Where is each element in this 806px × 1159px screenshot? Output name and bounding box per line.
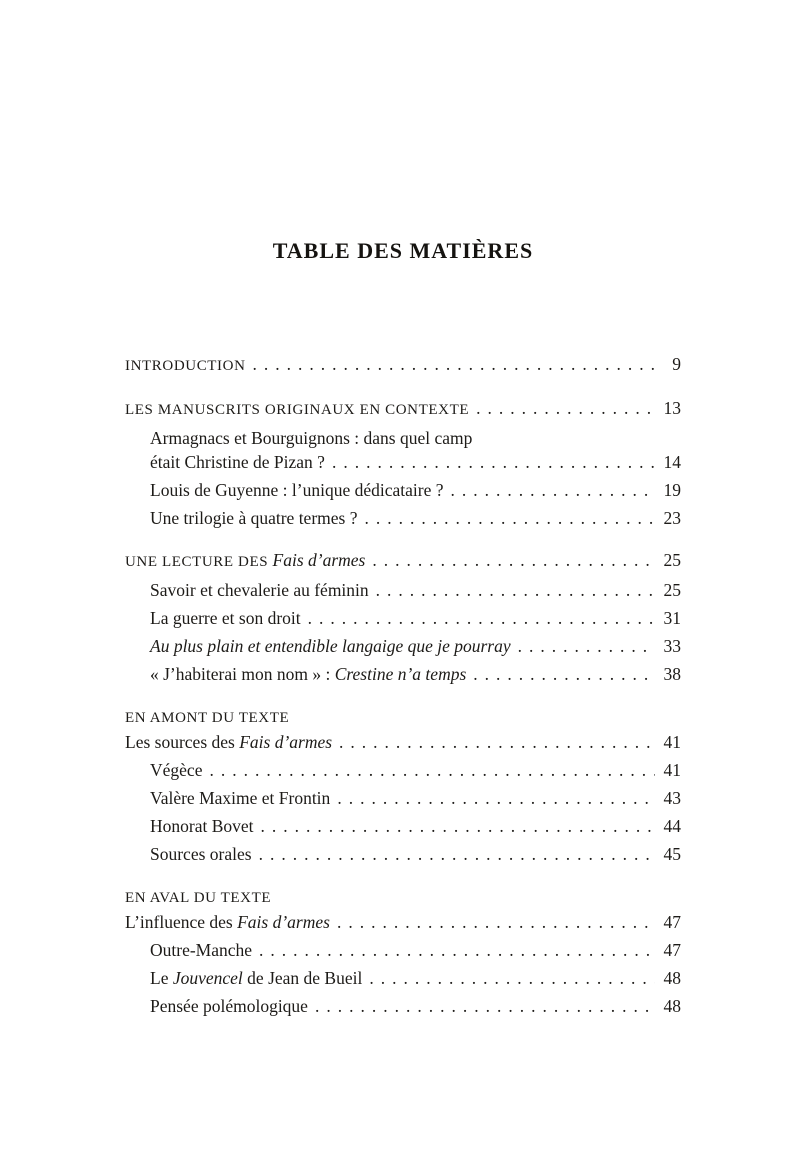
dot-leader [252, 840, 655, 868]
toc-entry [125, 908, 681, 936]
page-number: 47 [663, 912, 681, 932]
dot-leader [254, 812, 655, 840]
entry-text-segment: Jouvencel [172, 968, 243, 988]
entry-text-segment: Pensée polémologique [150, 996, 308, 1016]
entry-text-segment: Outre-Manche [150, 940, 253, 960]
toc-entry [125, 448, 681, 476]
page-number: 48 [663, 968, 681, 988]
entry-text-segment: Armagnacs et Bourguignons : dans quel camp [150, 428, 473, 448]
toc-entry [125, 728, 681, 756]
page-number: 45 [663, 844, 681, 864]
dot-leader [308, 992, 655, 1020]
entry-text [125, 728, 332, 756]
toc-entry [125, 576, 681, 604]
dot-leader [325, 448, 655, 476]
entry-text [150, 756, 202, 784]
entry-text-segment: Fais d’armes [239, 732, 333, 752]
page-number: 41 [663, 760, 681, 780]
entry-text-segment: Le [150, 968, 173, 988]
page-number: 47 [663, 940, 681, 960]
entry-text [125, 546, 365, 576]
entry-text-segment: UNE LECTURE DES [125, 554, 273, 570]
entry-text-segment: Louis de Guyenne : l’unique dédicataire ? [150, 480, 444, 500]
toc-entry [125, 476, 681, 504]
page-number: 48 [663, 996, 681, 1016]
entry-text-segment: Au plus plain et entendible langaige que je pourray [150, 636, 511, 656]
dot-leader [332, 728, 655, 756]
dot-leader [444, 476, 655, 504]
dot-leader [357, 504, 655, 532]
toc-entry [125, 784, 681, 812]
entry-text [150, 784, 330, 812]
page-number: 25 [663, 580, 681, 600]
toc-entry [125, 546, 681, 576]
page-title: TABLE DES MATIÈRES [272, 238, 534, 263]
dot-leader [301, 604, 655, 632]
page-number: 14 [663, 452, 681, 472]
entry-text-segment: Sources orales [150, 844, 252, 864]
entry-text [125, 394, 469, 424]
entry-text [150, 448, 325, 476]
entry-text-segment: Fais d’armes [272, 550, 366, 570]
entry-text [150, 504, 357, 532]
toc-entry [125, 964, 681, 992]
page-number: 19 [663, 480, 681, 500]
page-number: 43 [663, 788, 681, 808]
toc-entry [125, 350, 681, 380]
dot-leader [330, 908, 655, 936]
entry-text-segment: LES MANUSCRITS ORIGINAUX EN CONTEXTE [125, 402, 470, 418]
entry-text [125, 350, 246, 380]
entry-text [150, 632, 511, 660]
toc-entry [125, 604, 681, 632]
dot-leader [365, 546, 655, 574]
entry-text [125, 908, 330, 936]
page-number: 41 [663, 732, 681, 752]
dot-leader [246, 350, 655, 378]
entry-text [150, 660, 466, 688]
table-of-contents [125, 350, 681, 1020]
entry-text-segment: EN AMONT DU TEXTE [125, 710, 290, 726]
page-number: 38 [663, 664, 681, 684]
entry-text-segment: Les sources des [125, 732, 240, 752]
dot-leader [369, 576, 655, 604]
dot-leader [466, 660, 655, 688]
entry-text-segment: Fais d’armes [237, 912, 330, 932]
entry-text-segment: Végèce [150, 760, 203, 780]
toc-entry [125, 936, 681, 964]
page-number: 13 [663, 398, 681, 418]
dot-leader [252, 936, 655, 964]
entry-text-segment: Une trilogie à quatre termes ? [150, 508, 358, 528]
dot-leader [469, 394, 655, 422]
entry-text [150, 840, 252, 868]
page-number: 44 [663, 816, 681, 836]
entry-text-segment: était Christine de Pizan ? [150, 452, 325, 472]
toc-entry [125, 632, 681, 660]
toc-entry [125, 660, 681, 688]
toc-entry [125, 812, 681, 840]
entry-text-segment: Valère Maxime et Frontin [150, 788, 331, 808]
entry-text-segment: Savoir et chevalerie au féminin [150, 580, 369, 600]
page-number: 31 [663, 608, 681, 628]
dot-leader [362, 964, 655, 992]
entry-text [150, 812, 254, 840]
toc-entry [125, 840, 681, 868]
entry-text-segment: Crestine n’a temps [334, 664, 467, 684]
page-number: 23 [663, 508, 681, 528]
toc-entry [125, 504, 681, 532]
toc-entry [125, 756, 681, 784]
toc-entry [125, 992, 681, 1020]
entry-text-segment: de Jean de Bueil [242, 968, 363, 988]
page-number: 33 [663, 636, 681, 656]
page-number: 25 [663, 550, 681, 570]
dot-leader [330, 784, 655, 812]
entry-text [150, 604, 301, 632]
entry-text-segment: La guerre et son droit [150, 608, 301, 628]
entry-text-segment: EN AVAL DU TEXTE [125, 890, 272, 906]
entry-text-segment: INTRODUCTION [125, 358, 246, 374]
page-number: 9 [672, 354, 681, 374]
entry-text [150, 936, 252, 964]
entry-text [150, 992, 308, 1020]
entry-text-segment: L’influence des [125, 912, 238, 932]
entry-text-segment: Honorat Bovet [150, 816, 254, 836]
dot-leader [511, 632, 655, 660]
dot-leader [202, 756, 655, 784]
entry-text [150, 576, 369, 604]
entry-text [150, 476, 444, 504]
toc-entry [125, 394, 681, 424]
entry-text-segment: « J’habiterai mon nom » : [150, 664, 335, 684]
entry-text [150, 964, 362, 992]
